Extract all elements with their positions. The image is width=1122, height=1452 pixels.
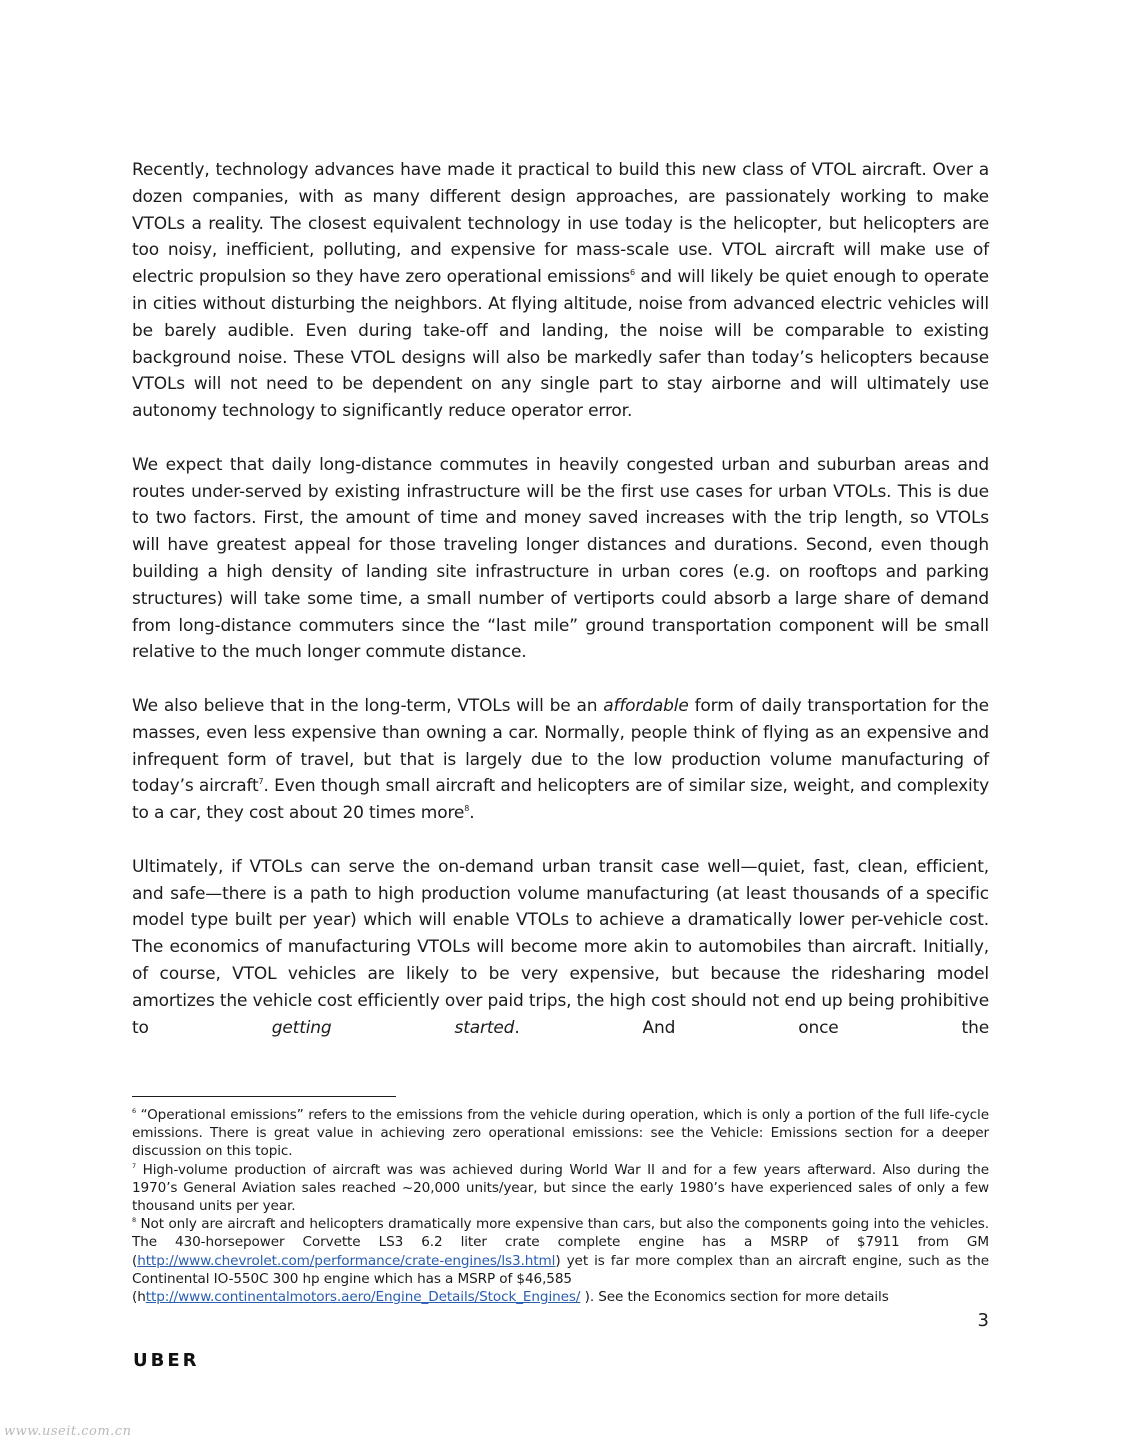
body-paragraph: [132, 452, 989, 666]
page-number: 3: [977, 1310, 989, 1331]
text-run: High-volume production of aircraft was was achieved during World War II and for a few years afterward. Also during the 1970’s General Aviation sales reached ~20,000 units/year, but since the early 1980’s have experienced sales of only a few thousand units per year.: [132, 1161, 989, 1215]
footnote-separator: [132, 1096, 396, 1097]
footnote-marker: 6: [132, 1107, 137, 1115]
body-paragraph: [132, 157, 989, 425]
body-text: [132, 157, 989, 1041]
text-run: . Even though small aircraft and helicopters are of similar size, weight, and complexity to a car, they cost about 20 times more: [132, 776, 989, 824]
footnote-link[interactable]: http://www.chevrolet.com/performance/crate-engines/ls3.html: [137, 1252, 556, 1269]
text-run: Recently, technology advances have made it practical to build this new class of VTOL aircraft. Over a dozen companies, with as many different design approaches, are passionately working to make VTOLs a reality. The closest equivalent technology in use today is the helicopter, but helicopters are too noisy, inefficient, polluting, and expensive for mass-scale use. VTOL aircraft will make use of electric propulsion so they have zero operational emissions: [132, 160, 989, 288]
footnote: [132, 1215, 989, 1306]
footnote-marker: 7: [132, 1161, 137, 1170]
body-paragraph: [132, 693, 989, 827]
text-run: ) yet is far more complex than an aircraft engine, such as the Continental IO-550C 300 hp engine which has a MSRP of $46,585: [132, 1252, 989, 1287]
text-run: (h: [132, 1289, 146, 1306]
text-run: and will likely be quiet enough to operate in cities without disturbing the neighbors. At flying altitude, noise from advanced electric vehicles will be barely audible. Even during take-off and landing, the noise will be comparable to existing background noise. These VTOL designs will also be markedly safer than today’s helicopters because VTOLs will not need to be dependent on any single part to stay airborne and will ultimately use autonomy technology to significantly reduce operator error.: [132, 267, 989, 422]
footnote: [132, 1106, 989, 1161]
text-run: . And once the: [514, 1017, 990, 1038]
uber-logo: UBER: [133, 1350, 200, 1371]
footnotes: [132, 1106, 989, 1306]
text-run: ). See the Economics section for more details: [580, 1289, 889, 1306]
footnote-marker: 6: [630, 268, 635, 278]
text-run: “Operational emissions” refers to the emissions from the vehicle during operation, which is only a portion of the full life-cycle emissions. There is great value in achieving zero operational emissions: see the Vehicle: Emissions section for a deeper discussion on this topic.: [132, 1107, 989, 1160]
emphasis-text: affordable: [603, 695, 689, 716]
text-run: form of daily transportation for the masses, even less expensive than owning a car. Normally, people think of flying as an expensive and infrequent form of travel, but that is largely due to the low production volume manufacturing of today’s aircraft: [132, 695, 989, 797]
body-paragraph: [132, 854, 989, 1042]
footnote-link[interactable]: ttp://www.continentalmotors.aero/Engine_Details/Stock_Engines/: [145, 1289, 581, 1306]
text-run: Ultimately, if VTOLs can serve the on-demand urban transit case well—quiet, fast, clean, efficient, and safe—there is a path to high production volume manufacturing (at least thousands of a specific model type built per year) which will enable VTOLs to achieve a dramatically lower per-vehicle cost. The economics of manufacturing VTOLs will become more akin to automobiles than aircraft. Initially, of course, VTOL vehicles are likely to be very expensive, but because the ridesharing model amortizes the vehicle cost efficiently over paid trips, the high cost should not end up being prohibitive to: [132, 856, 989, 1038]
footnote-marker: 8: [464, 804, 470, 814]
text-run: Not only are aircraft and helicopters dramatically more expensive than cars, but also the components going into the vehicles. The 430-horsepower Corvette LS3 6.2 liter crate complete engine has a MSRP of $7911 from GM (: [132, 1216, 989, 1269]
text-run: We also believe that in the long-term, VTOLs will be an: [132, 695, 604, 716]
emphasis-text: getting started: [271, 1017, 515, 1038]
text-run: .: [469, 803, 475, 824]
footnote-marker: 7: [258, 777, 264, 787]
footnote-marker: 8: [132, 1216, 137, 1225]
watermark: www.useit.com.cn: [4, 1424, 132, 1439]
text-run: We expect that daily long-distance commutes in heavily congested urban and suburban areas and routes under-served by existing infrastructure will be the first use cases for urban VTOLs. This is due to two factors. First, the amount of time and money saved increases with the trip length, so VTOLs will have greatest appeal for those traveling longer distances and durations. Second, even though building a high density of landing site infrastructure in urban cores (e.g. on rooftops and parking structures) will take some time, a small number of vertiports could absorb a large share of demand from long-distance commuters since the “last mile” ground transportation component will be small relative to the much longer commute distance.: [132, 454, 989, 663]
footnote: [132, 1161, 989, 1216]
